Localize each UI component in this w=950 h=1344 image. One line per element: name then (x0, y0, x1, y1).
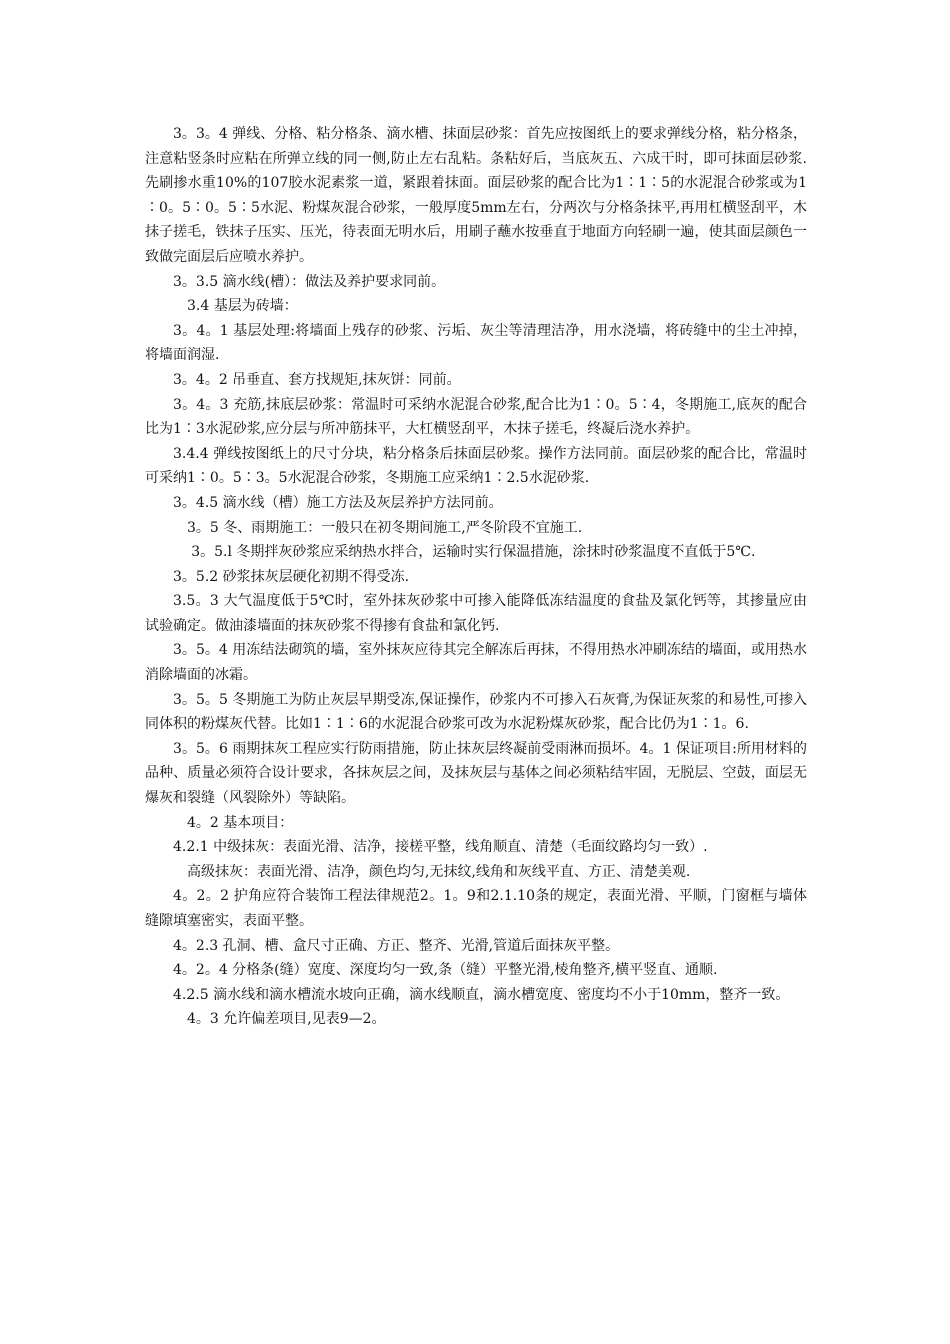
heading-3-5: 3。5 冬、雨期施工：一般只在初冬期间施工,严冬阶段不宜施工. (187, 519, 583, 536)
paragraph-3-4-3: 3。4。3 充筋,抹底层砂浆：常温时可采纳水泥混合砂浆,配合比为1∶0。5∶4，冬期施工,底灰的配合比为1∶3水泥砂浆,应分层与所冲筋抹平，大杠横竖刮平，木抹子搓毛，终凝后浇水养护。 (145, 396, 807, 438)
paragraph-advanced-plaster: 高级抹灰：表面光滑、洁净，颜色均匀,无抹纹,线角和灰线平直、方正、清楚美观. (187, 863, 691, 880)
paragraph-4-2-1: 4.2.1 中级抹灰：表面光滑、洁净，接槎平整，线角顺直、清楚（毛面纹路均匀一致）. (173, 839, 708, 856)
paragraph-4-2-5: 4.2.5 滴水线和滴水槽流水坡向正确，滴水线顺直，滴水槽宽度、密度均不小于10mm，整齐一致。 (173, 986, 790, 1003)
paragraph-3-3-4: 3。3。4 弹线、分格、粘分格条、滴水槽、抹面层砂浆：首先应按图纸上的要求弹线分格，粘分格条，注意粘竖条时应粘在所弹立线的同一侧,防止左右乱粘。条粘好后，当底灰五、六成干时，即可抹面层砂浆.先刷掺水重10%的107胶水泥素浆一道，紧跟着抹面。面层砂浆的配合比为1∶1∶5的水泥混合砂浆或为1∶0。5∶0。5∶5水泥、粉煤灰混合砂浆，一般厚度5mm左右，分两次与分格条抹平,再用杠横竖刮平，木抹子搓毛，铁抹子压实、压光，待表面无明水后，用刷子蘸水按垂直于地面方向轻刷一遍，使其面层颜色一致做完面层后应喷水养护。 (145, 126, 807, 265)
paragraph-3-5-2: 3。5.2 砂浆抹灰层硬化初期不得受冻. (173, 568, 410, 585)
paragraph-3-5-1: 3。5.l 冬期拌灰砂浆应采纳热水拌合，运输时实行保温措施，涂抹时砂浆温度不直低于5℃. (191, 544, 756, 561)
paragraph-3-5-5: 3。5。5 冬期施工为防止灰层早期受冻,保证操作，砂浆内不可掺入石灰膏,为保证灰浆的和易性,可掺入同体积的粉煤灰代替。比如1∶1∶6的水泥混合砂浆可改为水泥粉煤灰砂浆，配合比仍为1∶1。6. (145, 691, 807, 733)
paragraph-3-5-6: 3。5。6 雨期抹灰工程应实行防雨措施，防止抹灰层终凝前受雨淋而损坏。4。1 保证项目:所用材料的品种、质量必须符合设计要求，各抹灰层之间，及抹灰层与基体之间必须粘结牢固，无脱层、空鼓，面层无爆灰和裂缝（风裂除外）等缺陷。 (145, 740, 807, 807)
paragraph-4-2-2: 4。2。2 护角应符合装饰工程法律规范2。1。9和2.1.10条的规定，表面光滑、平顺，门窗框与墙体缝隙填塞密实，表面平整。 (145, 888, 807, 929)
paragraph-3-4-5: 3。4.5 滴水线（槽）施工方法及灰层养护方法同前。 (173, 494, 503, 511)
paragraph-3-4-1: 3。4。1 基层处理:将墙面上残存的砂浆、污垢、灰尘等清理洁净，用水浇墙，将砖缝中的尘土冲掉，将墙面润湿. (145, 322, 807, 364)
paragraph-4-2-3: 4。2.3 孔洞、槽、盒尺寸正确、方正、整齐、光滑,管道后面抹灰平整。 (173, 937, 620, 954)
paragraph-4-2-4: 4。2。4 分格条(缝）宽度、深度均匀一致,条（缝）平整光滑,棱角整齐,横平竖直、通顺. (173, 962, 718, 979)
paragraph-3-4-2: 3。4。2 吊垂直、套方找规矩,抹灰饼：同前。 (173, 371, 461, 388)
paragraph-3-5-3: 3.5。3 大气温度低于5℃时，室外抹灰砂浆中可掺入能降低冻结温度的食盐及氯化钙等，其掺量应由试验确定。做油漆墙面的抹灰砂浆不得掺有食盐和氯化钙. (145, 593, 807, 634)
paragraph-3-3-5: 3。3.5 滴水线(槽）：做法及养护要求同前。 (173, 273, 446, 290)
heading-4-3: 4。3 允许偏差项目,见表9—2。 (187, 1011, 386, 1028)
paragraph-3-4-4: 3.4.4 弹线按图纸上的尺寸分块，粘分格条后抹面层砂浆。操作方法同前。面层砂浆的配合比，常温时可采纳1∶0。5∶3。5水泥混合砂浆，冬期施工应采纳1∶2.5水泥砂浆. (145, 445, 807, 487)
heading-4-2: 4。2 基本项目： (187, 814, 294, 831)
paragraph-3-5-4: 3。5。4 用冻结法砌筑的墙，室外抹灰应待其完全解冻后再抹，不得用热水冲刷冻结的墙面，或用热水消除墙面的冰霜。 (145, 642, 807, 684)
heading-3-4: 3.4 基层为砖墙： (187, 298, 298, 315)
document-body (145, 122, 807, 1032)
